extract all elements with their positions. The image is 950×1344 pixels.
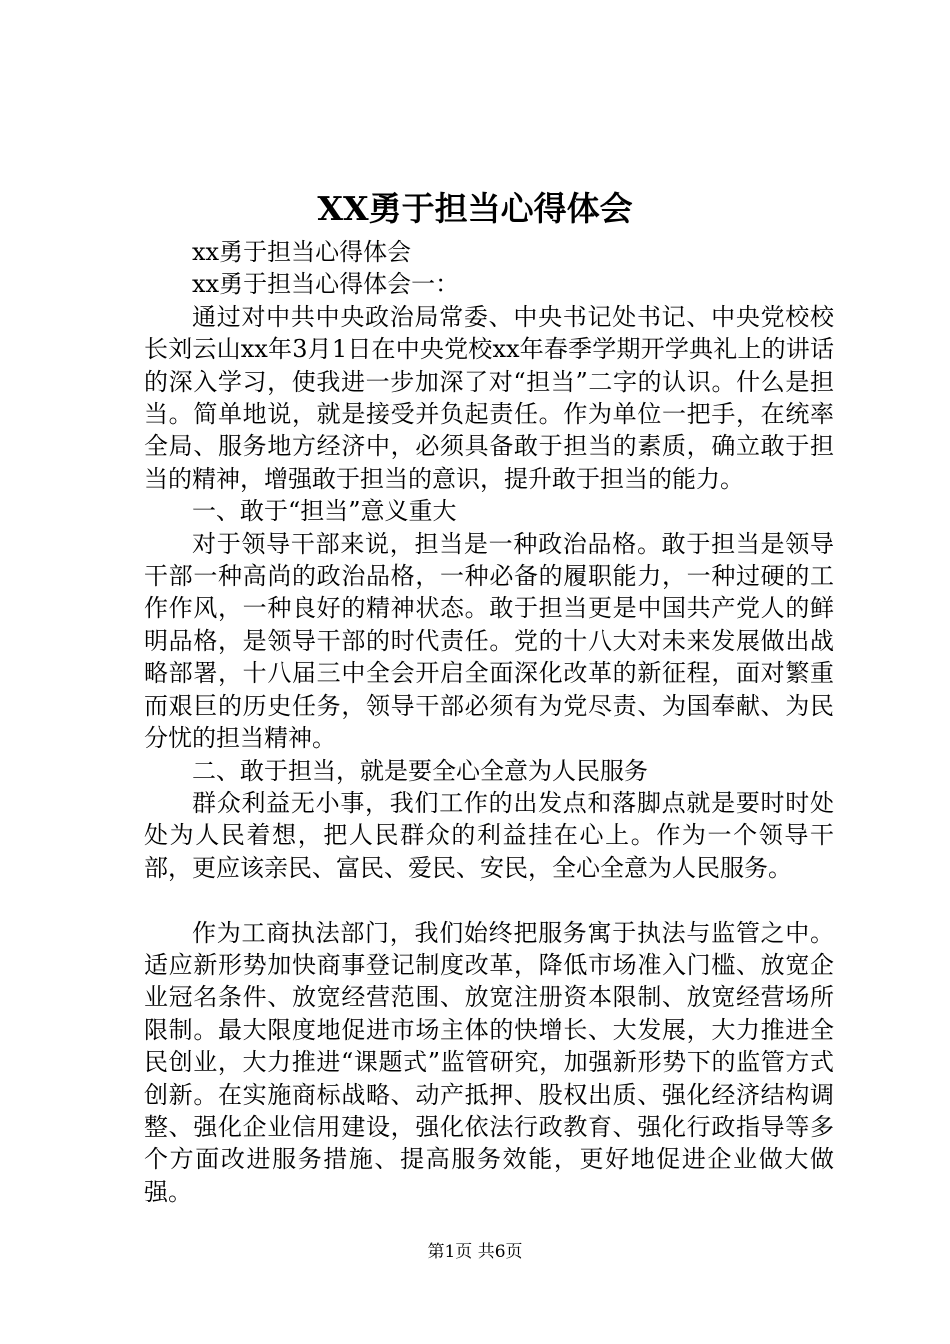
document-title: XX勇于担当心得体会: [317, 189, 633, 228]
body-paragraph: 群众利益无小事，我们工作的出发点和落脚点就是要时时处处为人民着想，把人民群众的利益挂在心上。作为一个领导干部，更应该亲民、富民、爱民、安民，全心全意为人民服务。: [144, 788, 834, 882]
paragraph-spacer: [144, 884, 834, 916]
document-body: [144, 236, 834, 1208]
page-number-footer: 第1页 共6页: [427, 1242, 523, 1262]
body-paragraph: 对于领导干部来说，担当是一种政治品格。敢于担当是领导干部一种高尚的政治品格，一种必备的履职能力，一种过硬的工作作风，一种良好的精神状态。敢于担当更是中国共产党人的鲜明品格，是领导干部的时代责任。党的十八大对未来发展做出战略部署，十八届三中全会开启全面深化改革的新征程，面对繁重而艰巨的历史任务，领导干部必须有为党尽责、为国奉献、为民分忧的担当精神。: [144, 529, 834, 753]
body-paragraph: 作为工商执法部门，我们始终把服务寓于执法与监管之中。适应新形势加快商事登记制度改革，降低市场准入门槛、放宽企业冠名条件、放宽经营范围、放宽注册资本限制、放宽经营场所限制。最大限度地促进市场主体的快增长、大发展，大力推进全民创业，大力推进“课题式”监管研究，加强新形势下的监管方式创新。在实施商标战略、动产抵押、股权出质、强化经济结构调整、强化企业信用建设，强化依法行政教育、强化行政指导等多个方面改进服务措施、提高服务效能，更好地促进企业做大做强。: [144, 918, 834, 1206]
body-paragraph: xx勇于担当心得体会一：: [192, 270, 460, 299]
section-heading: 二、敢于担当，就是要全心全意为人民服务: [192, 756, 648, 785]
section-heading: 一、敢于“担当”意义重大: [192, 497, 457, 526]
body-paragraph: xx勇于担当心得体会: [192, 238, 412, 266]
body-paragraph: 通过对中共中央政治局常委、中央书记处书记、中央党校校长刘云山xx年3月1日在中央党校xx年春季学期开学典礼上的讲话的深入学习，使我进一步加深了对“担当”二字的认识。什么是担当。简单地说，就是接受并负起责任。作为单位一把手，在统率全局、服务地方经济中，必须具备敢于担当的素质，确立敢于担当的精神，增强敢于担当的意识，提升敢于担当的能力。: [144, 302, 834, 493]
